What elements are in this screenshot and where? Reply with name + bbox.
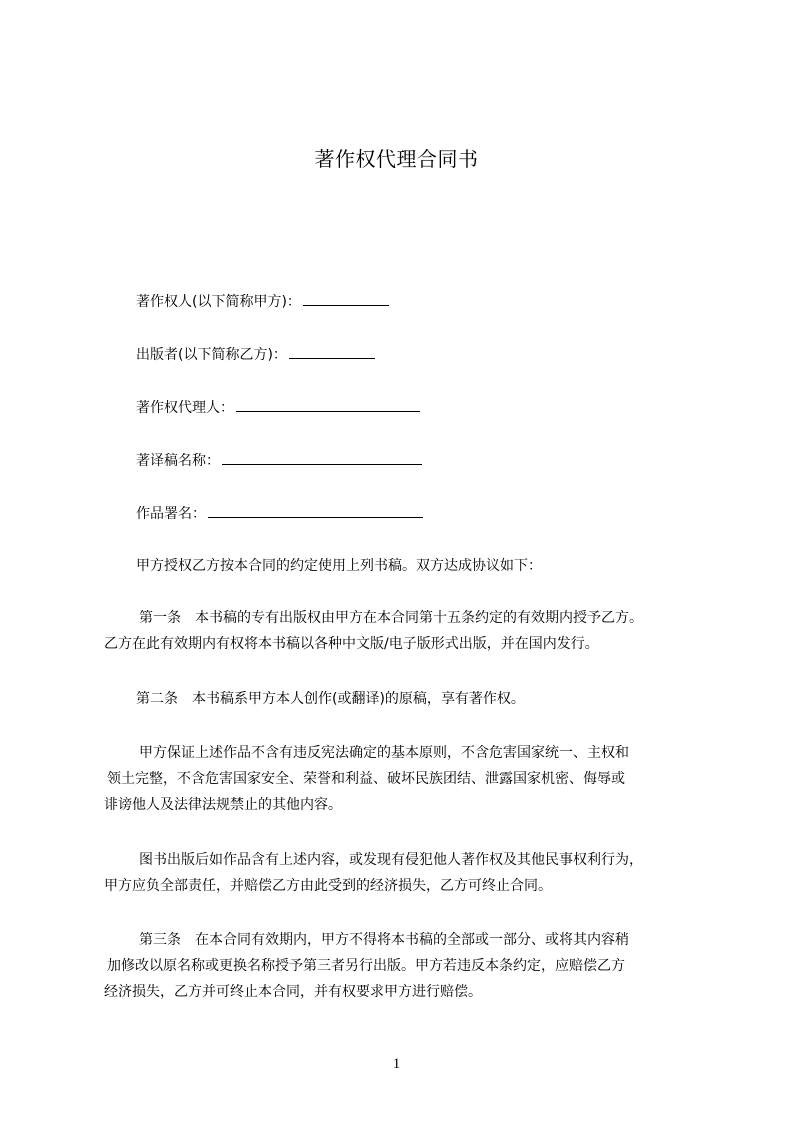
fill-in-blank[interactable]	[236, 398, 420, 412]
field-work-byline	[136, 504, 423, 523]
paragraph-line: 领土完整，不含危害国家安全、荣誉和利益、破坏民族团结、泄露国家机密、侮辱或	[107, 771, 625, 787]
fill-in-blank[interactable]	[303, 292, 389, 306]
paragraph-line: 甲方保证上述作品不含有违反宪法确定的基本原则，不含危害国家统一、主权和	[139, 745, 629, 761]
field-publisher	[136, 345, 375, 364]
paragraph-line: 甲方应负全部责任，并赔偿乙方由此受到的经济损失，乙方可终止合同。	[104, 878, 552, 894]
field-manuscript-name	[136, 451, 422, 470]
liability-paragraph	[104, 847, 714, 899]
fill-in-blank[interactable]	[222, 451, 422, 465]
article-1-paragraph	[104, 605, 714, 657]
field-copyright-agent	[136, 398, 420, 417]
paragraph-line: 第二条 本书稿系甲方本人创作(或翻译)的原稿，享有著作权。	[136, 691, 525, 707]
paragraph-line: 第一条 本书稿的专有出版权由甲方在本合同第十五条约定的有效期内授予乙方。	[139, 610, 643, 626]
paragraph-line: 经济损失，乙方并可终止本合同，并有权要求甲方进行赔偿。	[104, 984, 482, 1000]
field-label: 作品署名：	[136, 506, 206, 522]
article-3-paragraph	[104, 927, 714, 1005]
field-label: 著作权人(以下简称甲方)：	[136, 294, 301, 310]
fill-in-blank[interactable]	[208, 504, 423, 518]
paragraph-line: 第三条 在本合同有效期内，甲方不得将本书稿的全部或一部分、或将其内容稍	[139, 932, 629, 948]
article-2-paragraph	[104, 686, 714, 712]
paragraph-line: 加修改以原名称或更换名称授予第三者另行出版。甲方若违反本条约定，应赔偿乙方	[107, 958, 625, 974]
field-label: 著作权代理人：	[136, 400, 234, 416]
fill-in-blank[interactable]	[289, 345, 375, 359]
document-title: 著作权代理合同书	[314, 147, 479, 171]
paragraph-line: 图书出版后如作品含有上述内容，或发现有侵犯他人著作权及其他民事权利行为，	[139, 852, 643, 868]
warranty-paragraph	[104, 740, 714, 818]
field-label: 出版者(以下简称乙方)：	[136, 347, 287, 363]
paragraph-line: 乙方在此有效期内有权将本书稿以各种中文版/电子版形式出版，并在国内发行。	[104, 636, 599, 652]
field-copyright-holder	[136, 292, 389, 311]
page-number: 1	[392, 1056, 401, 1072]
field-label: 著译稿名称：	[136, 453, 220, 469]
intro-paragraph: 甲方授权乙方按本合同的约定使用上列书稿。双方达成协议如下：	[136, 558, 542, 574]
paragraph-line: 诽谤他人及法律法规禁止的其他内容。	[104, 797, 342, 813]
